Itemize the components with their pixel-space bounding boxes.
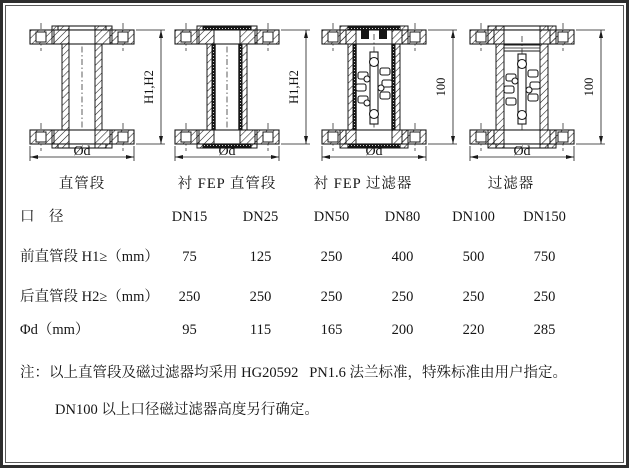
row-label-h1: 前直管段 H1≥（mm） — [20, 249, 159, 265]
drawing-fep-filter — [314, 18, 464, 193]
h2-value: 250 — [533, 289, 556, 305]
drawing-fep-straight-pipe — [167, 18, 317, 193]
drawing-filter — [462, 18, 612, 193]
column-header-dn25: DN25 — [242, 209, 279, 225]
h1-value: 125 — [249, 249, 272, 265]
h2-value: 250 — [462, 289, 485, 305]
h1-value: 75 — [182, 249, 197, 265]
height-dim-label: H1,H2 — [287, 70, 301, 104]
diameter-dim-label: Ød — [513, 144, 531, 159]
table-row-h1 — [20, 245, 612, 266]
phid-value: 285 — [533, 322, 556, 338]
drawing-straight-pipe — [22, 18, 172, 193]
row-label-phid: Φd（mm） — [20, 322, 90, 338]
column-header-dn150: DN150 — [523, 209, 566, 225]
column-header-dn50: DN50 — [313, 209, 350, 225]
h2-value: 250 — [320, 289, 343, 305]
h2-value: 250 — [391, 289, 414, 305]
note-dn100-height: DN100 以上口径磁过滤器高度另行确定。 — [55, 402, 319, 418]
drawing-caption-fep-filter: 衬 FEP 过滤器 — [313, 176, 413, 192]
diameter-dim-label: Ød — [73, 144, 91, 159]
drawing-caption-fep-straight-pipe: 衬 FEP 直管段 — [177, 176, 277, 192]
row-label-h2: 后直管段 H2≥（mm） — [20, 289, 159, 305]
table-header-label: 口 径 — [20, 209, 64, 225]
phid-value: 220 — [462, 322, 485, 338]
drawing-caption-straight-pipe: 直管段 — [58, 176, 106, 192]
fep-straight-pipe-diagram — [167, 18, 317, 166]
table-row-phid — [20, 318, 612, 339]
h1-value: 500 — [462, 249, 485, 265]
fep-filter-diagram — [314, 18, 464, 166]
diameter-dim-label: Ød — [218, 144, 236, 159]
phid-value: 165 — [320, 322, 343, 338]
column-header-dn15: DN15 — [171, 209, 208, 225]
height-dim-label: 100 — [582, 77, 596, 97]
table-row-h2 — [20, 285, 612, 306]
h2-value: 250 — [249, 289, 272, 305]
height-dim-label: H1,H2 — [142, 70, 156, 104]
phid-value: 200 — [391, 322, 414, 338]
column-header-dn80: DN80 — [384, 209, 421, 225]
phid-value: 95 — [182, 322, 197, 338]
table-header-row — [20, 205, 612, 226]
h1-value: 400 — [391, 249, 414, 265]
straight-pipe-diagram — [22, 18, 172, 166]
drawing-caption-filter: 过滤器 — [487, 176, 535, 192]
phid-value: 115 — [249, 322, 272, 338]
h2-value: 250 — [178, 289, 201, 305]
h1-value: 250 — [320, 249, 343, 265]
column-header-dn100: DN100 — [452, 209, 495, 225]
note-flange-standard: 注：以上直管段及磁过滤器均采用 HG20592 PN1.6 法兰标准，特殊标准由用户指定。 — [20, 365, 567, 381]
h1-value: 750 — [533, 249, 556, 265]
filter-diagram — [462, 18, 612, 166]
diameter-dim-label: Ød — [365, 144, 383, 159]
height-dim-label: 100 — [434, 77, 448, 97]
